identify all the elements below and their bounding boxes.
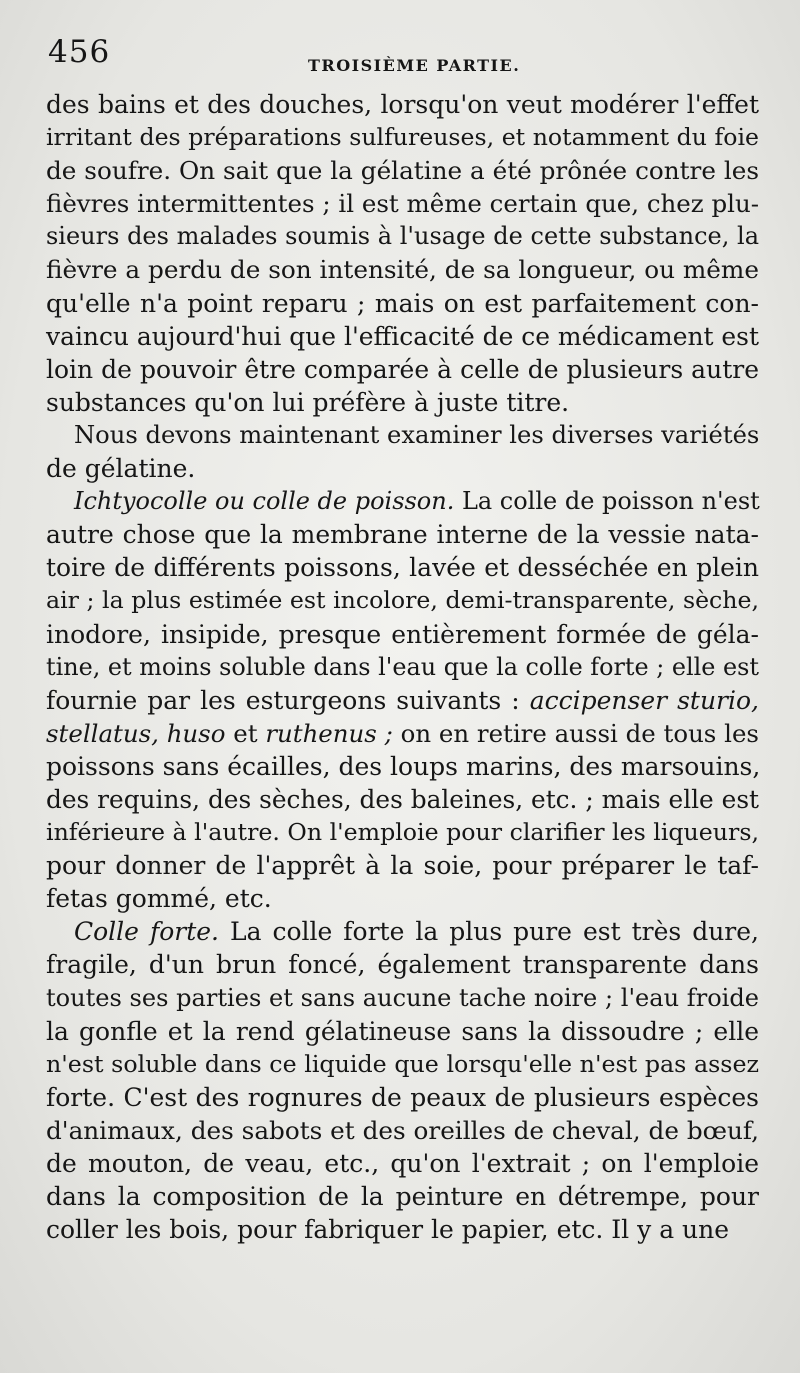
- text-run: et: [225, 718, 266, 748]
- paragraph: [46, 88, 759, 419]
- running-head: TROISIÈME PARTIE.: [308, 56, 521, 75]
- text-run: poissons sans écailles, des loups marins, des marsouins,: [46, 751, 761, 781]
- text-line: [46, 1015, 759, 1048]
- text-line: [46, 750, 759, 783]
- text-run: dans la composition de la peinture en détrempe, pour: [46, 1182, 759, 1212]
- text-run: fournie par les esturgeons suivants :: [46, 685, 530, 715]
- text-run: des requins, des sèches, des baleines, etc. ; mais elle est: [46, 784, 759, 814]
- text-line: [46, 584, 759, 617]
- page-number: 456: [48, 34, 111, 70]
- text-line: [46, 253, 759, 286]
- text-run: Nous devons maintenant examiner les diverses variétés: [74, 420, 760, 449]
- text-run: des bains et des douches, lorsqu'on veut modérer l'effet: [46, 90, 759, 119]
- text-run: fetas gommé, etc.: [46, 884, 272, 914]
- text-line: [46, 783, 759, 816]
- text-run: fièvres intermittentes ; il est même certain que, chez plu-: [46, 189, 759, 219]
- text-line: [46, 452, 759, 485]
- text-run: substances qu'on lui préfère à juste titre.: [46, 387, 570, 417]
- text-run: loin de pouvoir être comparée à celle de plusieurs autre: [46, 354, 759, 384]
- text-line: [46, 287, 759, 320]
- text-line: [46, 419, 759, 452]
- text-run: fragile, d'un brun foncé, également transparente dans: [46, 950, 759, 980]
- text-run: irritant des préparations sulfureuses, et notamment du foie: [46, 123, 759, 152]
- text-run: on en retire aussi de tous les: [392, 718, 759, 748]
- text-line: [46, 88, 759, 121]
- italic-run: ruthenus ;: [265, 718, 393, 748]
- italic-run: stellatus, huso: [46, 718, 226, 748]
- text-run: de gélatine.: [46, 454, 196, 484]
- text-line: [46, 187, 759, 220]
- text-run: forte. C'est des rognures de peaux de plusieurs espèces: [46, 1082, 759, 1112]
- text-line: [46, 1213, 759, 1246]
- text-run: inodore, insipide, presque entièrement formée de géla-: [46, 619, 759, 649]
- paragraph: [46, 485, 759, 915]
- text-run: tine, et moins soluble dans l'eau que la colle forte ; elle est: [46, 652, 759, 681]
- paragraph: [46, 915, 759, 1246]
- text-line: [46, 1180, 759, 1213]
- text-line: [46, 353, 759, 386]
- text-line: [46, 684, 759, 717]
- text-run: de mouton, de veau, etc., qu'on l'extrait ; on l'emploie: [46, 1149, 759, 1178]
- text-line: [46, 717, 759, 750]
- text-line: [46, 1048, 759, 1081]
- text-run: la gonfle et la rend gélatineuse sans la dissoudre ; elle: [46, 1016, 759, 1046]
- text-run: La colle forte la plus pure est très dure,: [219, 917, 759, 947]
- italic-run: Colle forte.: [74, 917, 219, 947]
- text-run: air ; la plus estimée est incolore, demi-transparente, sèche,: [46, 586, 759, 615]
- text-run: toutes ses parties et sans aucune tache noire ; l'eau froide: [46, 983, 759, 1012]
- text-line: [46, 485, 759, 518]
- text-line: [46, 320, 759, 353]
- text-run: autre chose que la membrane interne de la vessie nata-: [46, 520, 759, 550]
- text-run: toire de différents poissons, lavée et desséchée en plein: [46, 553, 759, 583]
- text-line: [46, 915, 759, 948]
- text-run: sieurs des malades soumis à l'usage de cette substance, la: [46, 222, 759, 251]
- text-line: [46, 154, 759, 187]
- text-run: La colle de poisson n'est: [454, 487, 760, 516]
- text-line: [46, 882, 759, 915]
- text-line: [46, 1147, 759, 1180]
- text-line: [46, 518, 759, 551]
- text-run: pour donner de l'apprêt à la soie, pour préparer le taf-: [46, 851, 759, 881]
- text-run: coller les bois, pour fabriquer le papier, etc. Il y a une: [46, 1215, 730, 1245]
- text-line: [46, 121, 759, 154]
- text-run: d'animaux, des sabots et des oreilles de cheval, de bœuf,: [46, 1115, 759, 1145]
- text-line: [46, 551, 759, 584]
- text-line: [46, 651, 759, 684]
- text-line: [46, 816, 759, 849]
- text-line: [46, 1081, 759, 1114]
- text-line: [46, 948, 759, 981]
- text-line: [46, 618, 759, 651]
- body-text: [46, 88, 759, 1246]
- text-line: [46, 220, 759, 253]
- text-line: [46, 982, 759, 1015]
- text-run: fièvre a perdu de son intensité, de sa longueur, ou même: [46, 255, 759, 285]
- text-run: de soufre. On sait que la gélatine a été prônée contre les: [46, 156, 759, 186]
- italic-run: Ichtyocolle ou colle de poisson.: [74, 487, 455, 516]
- text-run: vaincu aujourd'hui que l'efficacité de ce médicament est: [46, 321, 759, 351]
- paragraph: [46, 419, 759, 485]
- page-header: [0, 34, 800, 84]
- text-line: [46, 1114, 759, 1147]
- text-run: n'est soluble dans ce liquide que lorsqu'elle n'est pas assez: [46, 1049, 759, 1078]
- text-line: [46, 849, 759, 882]
- text-run: inférieure à l'autre. On l'emploie pour clarifier les liqueurs,: [46, 818, 759, 847]
- italic-run: accipenser sturio,: [529, 685, 760, 715]
- text-line: [46, 386, 759, 419]
- text-run: qu'elle n'a point reparu ; mais on est parfaitement con-: [46, 288, 759, 318]
